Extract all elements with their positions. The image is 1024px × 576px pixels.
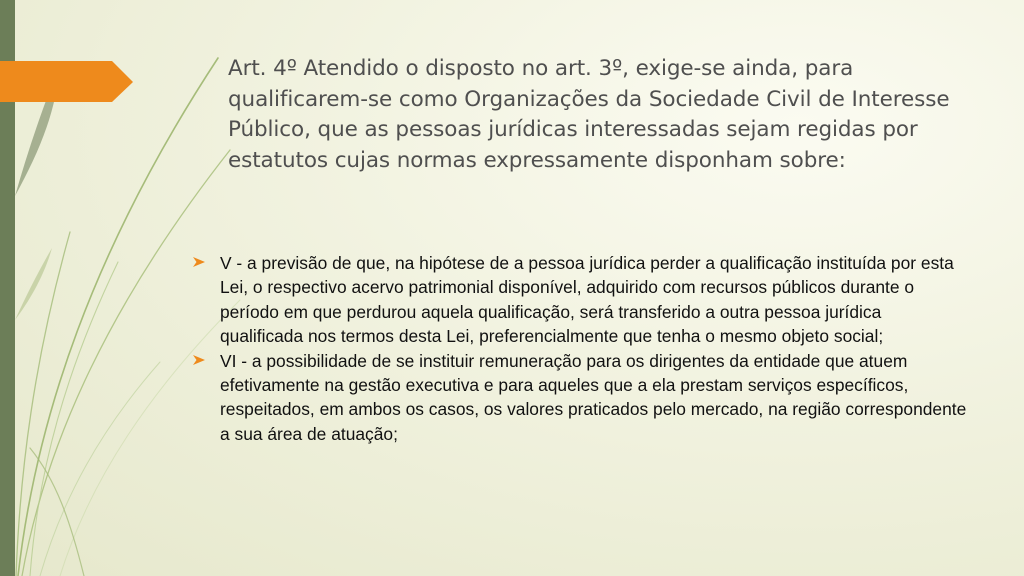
list-item (192, 251, 967, 349)
orange-arrow-tab (0, 61, 133, 102)
arrowhead-icon (192, 354, 206, 366)
list-item (192, 349, 967, 447)
bullet-text: V - a previsão de que, na hipótese de a pessoa jurídica perder a qualificação instituída por esta Lei, o respectivo acervo patrimonial disponível, adquirido com recursos públicos durante o período em que perdurou aquela qualificação, será transferido a outra pessoa jurídica qualificada nos termos desta Lei, preferencialmente que tenha o mesmo objeto social; (220, 253, 954, 347)
leaf-stroke-3 (30, 262, 118, 576)
arrowhead-icon (192, 256, 206, 268)
leaf-stroke-5 (40, 362, 160, 576)
leaf-stroke-7 (30, 448, 84, 576)
slide-title: Art. 4º Atendido o disposto no art. 3º, exige-se ainda, para qualificarem-se como Organizações da Sociedade Civil de Interesse Público, que as pessoas jurídicas interessadas sejam regidas por estatutos cujas normas expressamente disponham sobre: (228, 56, 950, 173)
bullet-list (192, 251, 967, 446)
leaf-shape (15, 64, 60, 320)
bullet-text: VI - a possibilidade de se instituir remuneração para os dirigentes da entidade que atuem efetivamente na gestão executiva e para aqueles que a ela prestam serviços específicos, respeitados, em ambos os casos, os valores praticados pelo mercado, na região correspondente a sua área de atuação; (220, 350, 967, 444)
